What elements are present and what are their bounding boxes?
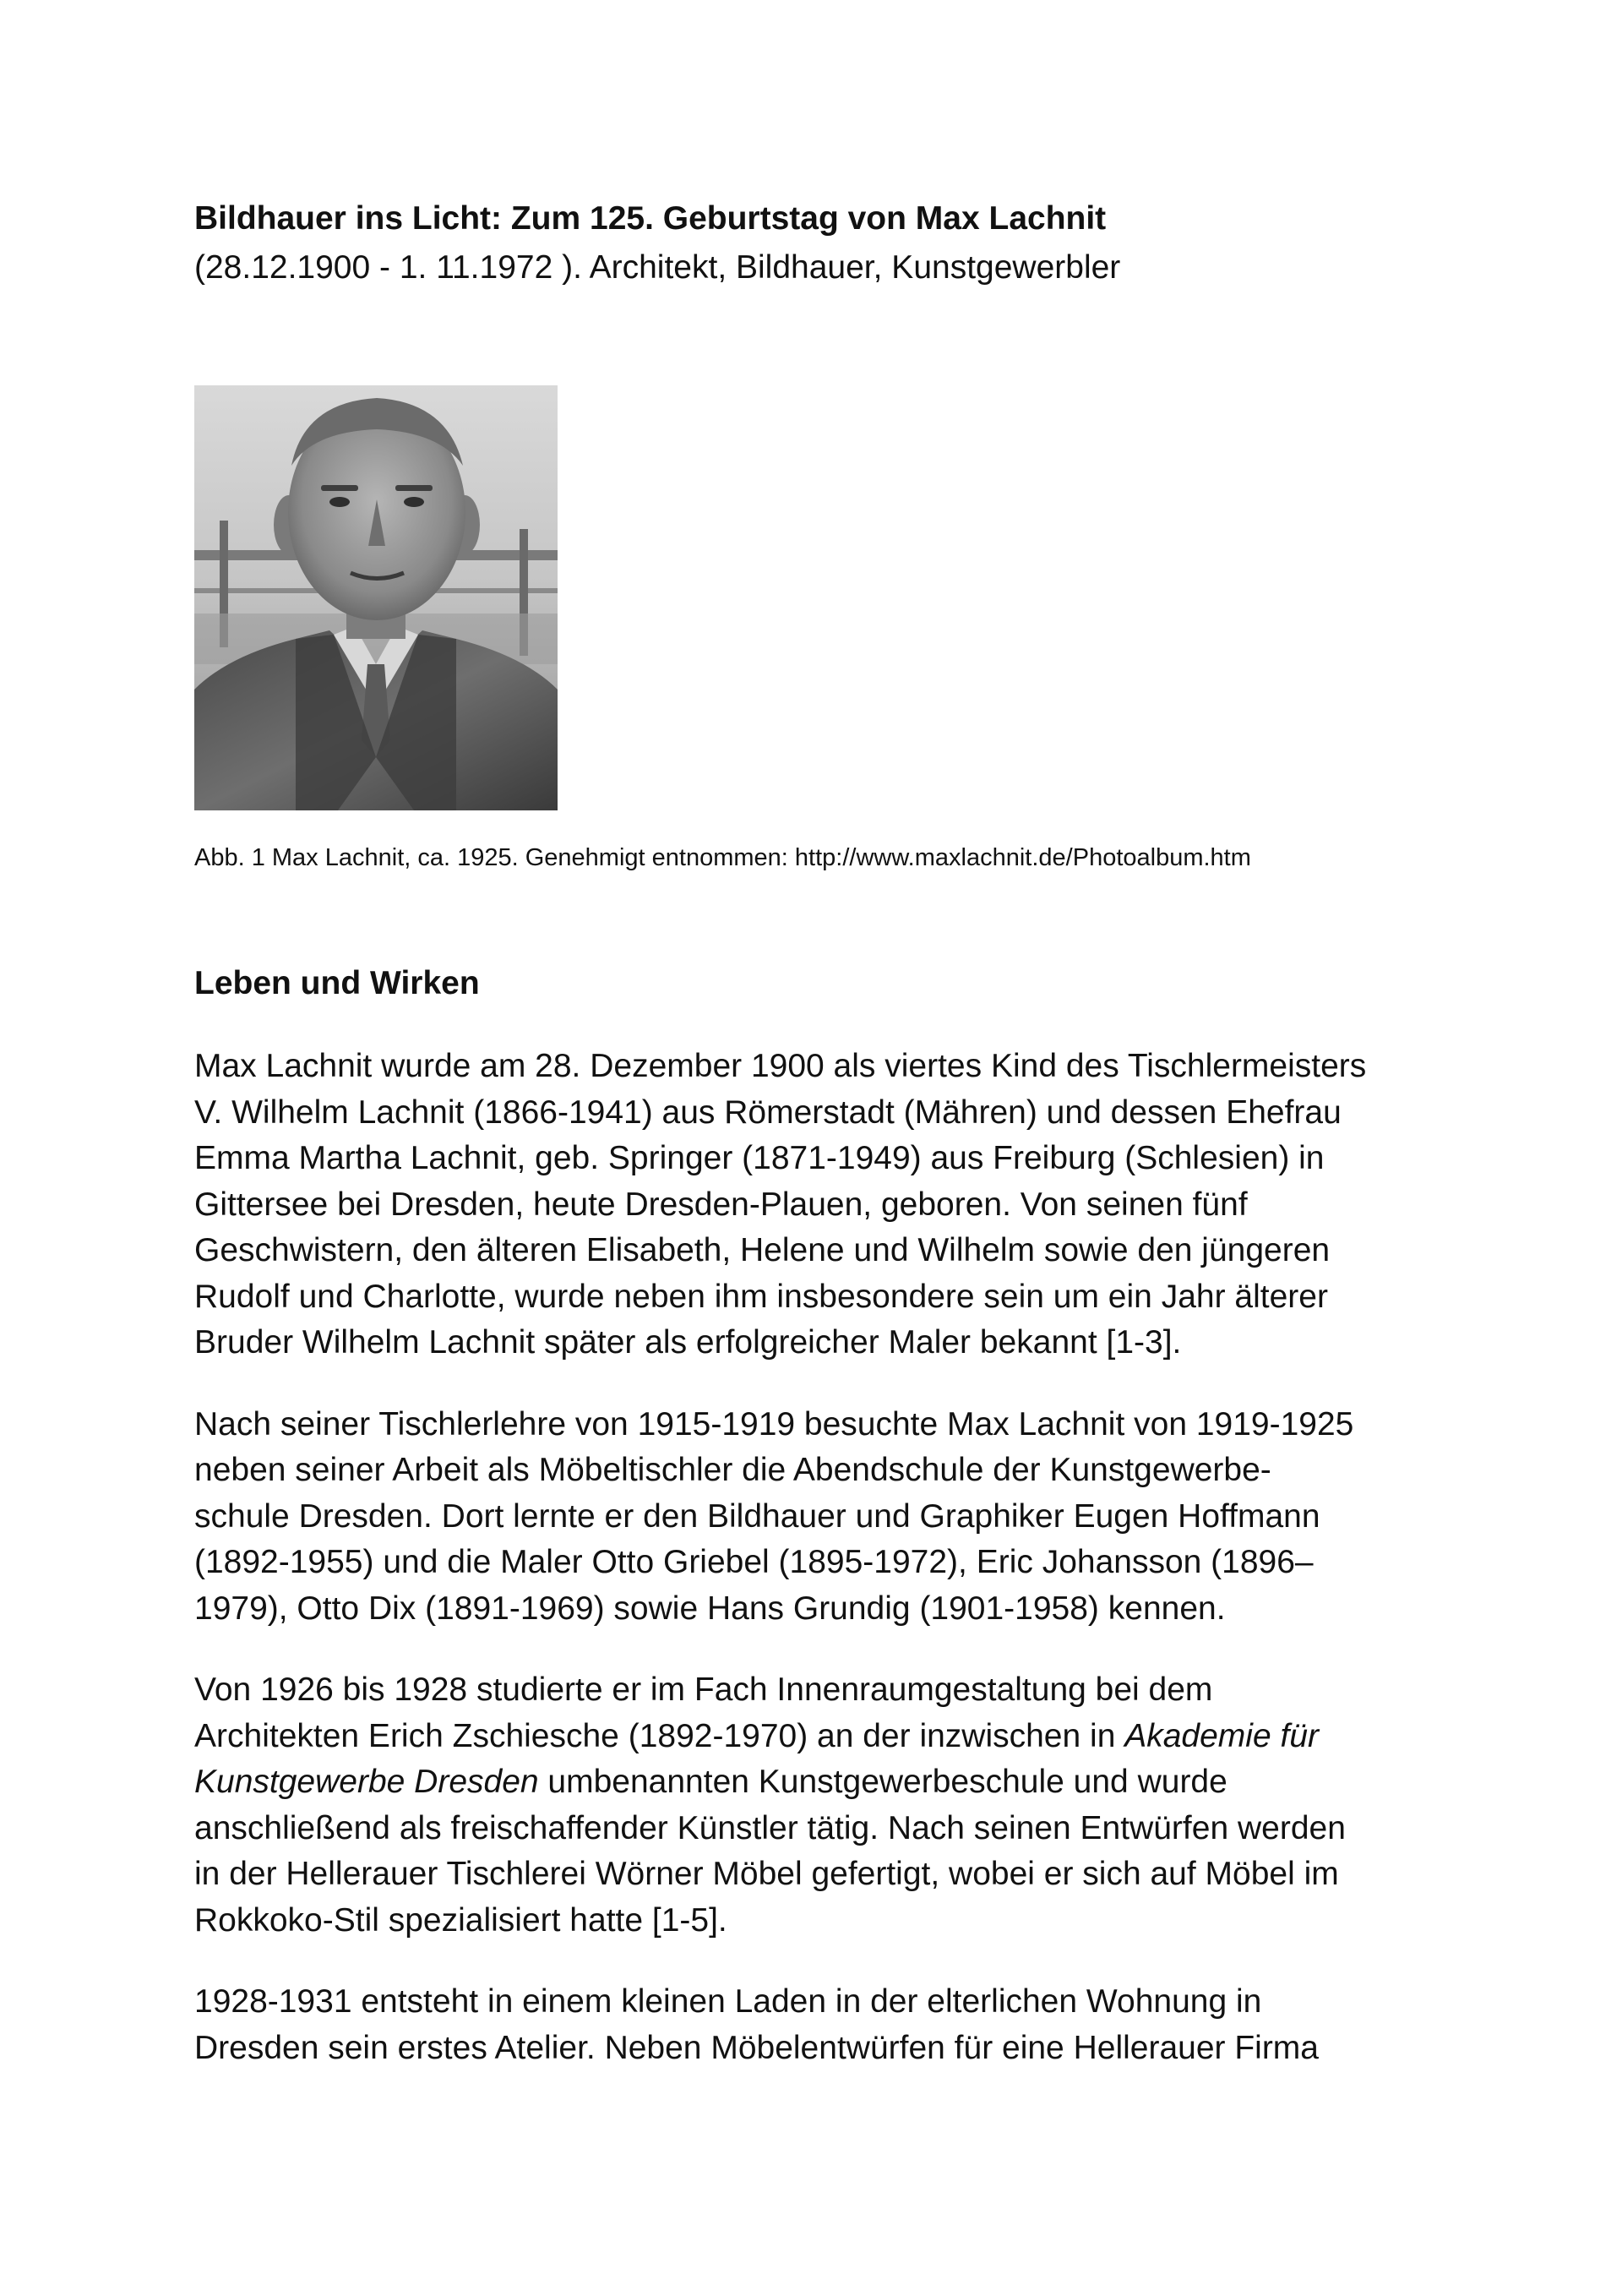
portrait-photo <box>194 385 558 810</box>
document-title: Bildhauer ins Licht: Zum 125. Geburtstag von Max Lachnit <box>194 200 1107 237</box>
paragraph <box>194 1667 1445 1944</box>
emphasized-text: Akademie für <box>1124 1717 1319 1754</box>
text-line: Gittersee bei Dresden, heute Dresden-Plauen, geboren. Von seinen fünf <box>194 1186 1248 1223</box>
text-line: Geschwistern, den älteren Elisabeth, Helene und Wilhelm sowie den jüngeren <box>194 1232 1331 1268</box>
text-line <box>194 1714 1445 1760</box>
text-line: neben seiner Arbeit als Möbeltischler die Abendschule der Kunstgewerbe- <box>194 1452 1271 1488</box>
text-line: 1928-1931 entsteht in einem kleinen Laden in der elterlichen Wohnung in <box>194 1983 1262 2020</box>
text-line: V. Wilhelm Lachnit (1866-1941) aus Römerstadt (Mähren) und dessen Ehefrau <box>194 1093 1342 1131</box>
text-line: 1979), Otto Dix (1891-1969) sowie Hans Grundig (1901-1958) kennen. <box>194 1590 1226 1627</box>
text-line: Von 1926 bis 1928 studierte er im Fach Innenraumgestaltung bei dem <box>194 1672 1213 1708</box>
paragraph <box>194 1402 1445 1633</box>
text-line: Nach seiner Tischlerlehre von 1915-1919 besuchte Max Lachnit von 1919-1925 <box>194 1405 1354 1442</box>
emphasized-text: Kunstgewerbe Dresden <box>194 1764 539 1800</box>
document-page <box>194 194 1445 2071</box>
text-line: Emma Martha Lachnit, geb. Springer (1871-1949) aus Freiburg (Schlesien) in <box>194 1140 1325 1176</box>
text-line: Dresden sein erstes Atelier. Neben Möbelentwürfen für eine Hellerauer Firma <box>194 2029 1319 2066</box>
text-line: Rokkoko-Stil spezialisiert hatte [1-5]. <box>194 1901 727 1939</box>
text-line <box>194 1759 1445 1806</box>
text-line: Bruder Wilhelm Lachnit später als erfolgreicher Maler bekannt [1-3]. <box>194 1324 1182 1361</box>
text-segment: Architekten Erich Zschiesche (1892-1970) an der inzwischen in <box>194 1717 1125 1754</box>
paragraph <box>194 1044 1445 1366</box>
text-line: anschließend als freischaffender Künstler tätig. Nach seinen Entwürfen werden <box>194 1809 1346 1846</box>
section-heading: Leben und Wirken <box>194 965 480 1001</box>
text-line: Max Lachnit wurde am 28. Dezember 1900 als viertes Kind des Tischlermeisters <box>194 1048 1367 1084</box>
text-segment: umbenannten Kunstgewerbeschule und wurde <box>538 1764 1227 1800</box>
text-line: Rudolf und Charlotte, wurde neben ihm insbesondere sein um ein Jahr älterer <box>194 1278 1328 1315</box>
paragraph <box>194 1979 1445 2071</box>
figure-caption: Abb. 1 Max Lachnit, ca. 1925. Genehmigt entnommen: http://www.maxlachnit.de/Photoalbum.htm <box>194 844 1251 871</box>
text-line: (1892-1955) und die Maler Otto Griebel (1895-1972), Eric Johansson (1896– <box>194 1544 1314 1580</box>
text-line: in der Hellerauer Tischlerei Wörner Möbel gefertigt, wobei er sich auf Möbel im <box>194 1856 1339 1892</box>
document-subtitle: (28.12.1900 - 1. 11.1972 ). Architekt, Bildhauer, Kunstgewerbler <box>194 249 1121 286</box>
text-line: schule Dresden. Dort lernte er den Bildhauer und Graphiker Eugen Hoffmann <box>194 1497 1320 1535</box>
